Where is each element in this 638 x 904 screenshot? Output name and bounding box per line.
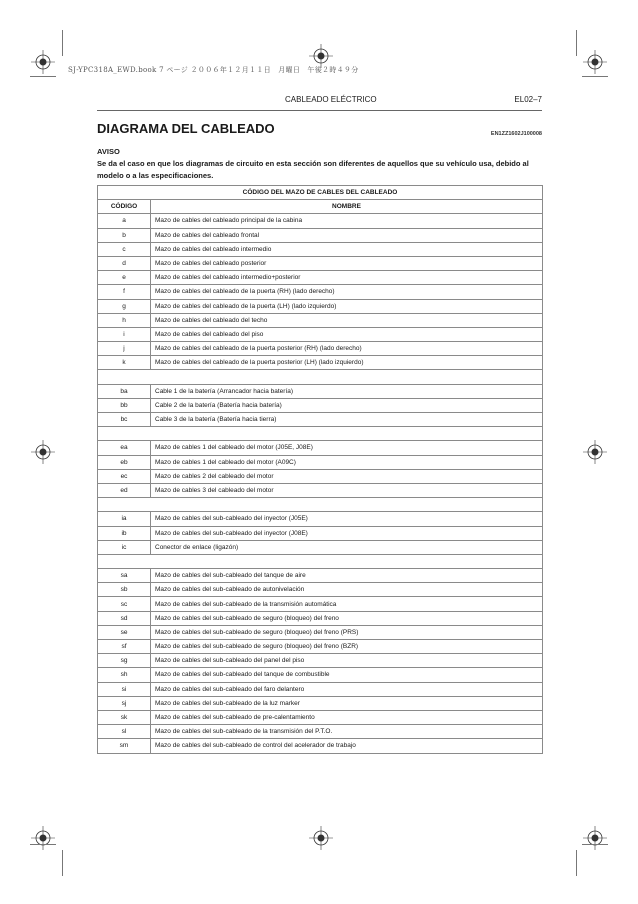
harness-name-cell: Mazo de cables del sub-cableado del faro delantero [151, 682, 543, 696]
table-row [98, 455, 543, 469]
trim-line [582, 844, 608, 845]
table-row [98, 327, 543, 341]
harness-name-cell: Mazo de cables del sub-cableado de la luz marker [151, 696, 543, 710]
table-title: CÓDIGO DEL MAZO DE CABLES DEL CABLEADO [98, 186, 543, 200]
registration-mark-icon [583, 440, 607, 464]
group-separator-cell [98, 370, 543, 384]
trim-line [576, 30, 577, 56]
harness-name-cell: Mazo de cables 2 del cableado del motor [151, 469, 543, 483]
table-row [98, 540, 543, 554]
registration-mark-icon [31, 440, 55, 464]
harness-code-cell: bb [98, 398, 151, 412]
harness-code-cell: ba [98, 384, 151, 398]
table-row [98, 285, 543, 299]
table-row [98, 342, 543, 356]
trim-line [576, 850, 577, 876]
harness-code-cell: ia [98, 512, 151, 526]
running-header [97, 95, 542, 107]
table-row [98, 356, 543, 370]
harness-name-cell: Mazo de cables del sub-cableado de seguro (bloqueo) del freno [151, 611, 543, 625]
harness-name-cell: Mazo de cables del cableado frontal [151, 228, 543, 242]
harness-code-cell: b [98, 228, 151, 242]
harness-name-cell: Cable 3 de la batería (Batería hacia tierra) [151, 413, 543, 427]
table-row [98, 299, 543, 313]
table-row [98, 384, 543, 398]
table-row [98, 725, 543, 739]
harness-code-cell: f [98, 285, 151, 299]
harness-code-cell: h [98, 313, 151, 327]
group-separator-cell [98, 554, 543, 568]
notice-text: Se da el caso en que los diagramas de circuito en esta sección son diferentes de aquellos que su vehículo usa, debido al modelo o a las especificaciones. [97, 159, 529, 180]
harness-code-cell: g [98, 299, 151, 313]
column-header-code: CÓDIGO [98, 200, 151, 214]
harness-code-cell: d [98, 256, 151, 270]
harness-code-cell: ea [98, 441, 151, 455]
harness-name-cell: Mazo de cables del sub-cableado del panel del piso [151, 654, 543, 668]
table-row [98, 739, 543, 753]
group-separator-cell [98, 427, 543, 441]
table-row [98, 214, 543, 228]
harness-name-cell: Mazo de cables del sub-cableado de la transmisión automática [151, 597, 543, 611]
trim-line [62, 30, 63, 56]
harness-code-table [97, 185, 543, 754]
harness-code-cell: sg [98, 654, 151, 668]
harness-name-cell: Mazo de cables del sub-cableado del tanque de combustible [151, 668, 543, 682]
table-row [98, 526, 543, 540]
table-body [98, 214, 543, 753]
harness-code-cell: ib [98, 526, 151, 540]
harness-code-cell: sk [98, 710, 151, 724]
trim-line [62, 850, 63, 876]
harness-code-cell: sm [98, 739, 151, 753]
group-separator-row [98, 370, 543, 384]
column-header-name: NOMBRE [151, 200, 543, 214]
table-row [98, 413, 543, 427]
harness-name-cell: Mazo de cables del cableado de la puerta (LH) (lado izquierdo) [151, 299, 543, 313]
header-divider [97, 110, 542, 111]
table-row [98, 640, 543, 654]
harness-name-cell: Mazo de cables del cableado de la puerta posterior (LH) (lado izquierdo) [151, 356, 543, 370]
group-separator-row [98, 427, 543, 441]
table-row [98, 271, 543, 285]
table-row [98, 696, 543, 710]
harness-code-cell: c [98, 242, 151, 256]
table-row [98, 569, 543, 583]
trim-line [30, 76, 56, 77]
table-row [98, 469, 543, 483]
table-row [98, 228, 543, 242]
registration-mark-icon [309, 826, 333, 850]
harness-name-cell: Mazo de cables del cableado del piso [151, 327, 543, 341]
harness-name-cell: Mazo de cables 1 del cableado del motor (J05E, J08E) [151, 441, 543, 455]
table-row [98, 654, 543, 668]
table-row [98, 682, 543, 696]
harness-name-cell: Mazo de cables 3 del cableado del motor [151, 483, 543, 497]
notice-block [97, 146, 547, 182]
table-row [98, 313, 543, 327]
harness-code-cell: e [98, 271, 151, 285]
harness-code-cell: ic [98, 540, 151, 554]
harness-name-cell: Mazo de cables del sub-cableado de la transmisión del P.T.O. [151, 725, 543, 739]
harness-name-cell: Mazo de cables del sub-cableado de pre-calentamiento [151, 710, 543, 724]
harness-name-cell: Mazo de cables del sub-cableado de autonivelación [151, 583, 543, 597]
table-row [98, 583, 543, 597]
harness-code-cell: sa [98, 569, 151, 583]
table-row [98, 256, 543, 270]
notice-title: AVISO [97, 147, 120, 156]
harness-name-cell: Mazo de cables del cableado intermedio [151, 242, 543, 256]
page-number: EL02–7 [514, 95, 542, 104]
registration-mark-icon [583, 826, 607, 850]
harness-name-cell: Mazo de cables 1 del cableado del motor (A09C) [151, 455, 543, 469]
harness-code-cell: eb [98, 455, 151, 469]
harness-code-cell: sf [98, 640, 151, 654]
harness-name-cell: Cable 2 de la batería (Batería hacia batería) [151, 398, 543, 412]
harness-code-cell: sd [98, 611, 151, 625]
group-separator-cell [98, 498, 543, 512]
harness-code-cell: a [98, 214, 151, 228]
harness-code-cell: sj [98, 696, 151, 710]
harness-name-cell: Mazo de cables del cableado principal de la cabina [151, 214, 543, 228]
harness-name-cell: Mazo de cables del sub-cableado del inyector (J05E) [151, 512, 543, 526]
registration-mark-icon [583, 50, 607, 74]
harness-name-cell: Mazo de cables del cableado de la puerta (RH) (lado derecho) [151, 285, 543, 299]
section-name: CABLEADO ELÉCTRICO [285, 95, 377, 104]
table-row [98, 398, 543, 412]
document-code: EN1ZZ1602J100008 [490, 131, 542, 137]
page-title: DIAGRAMA DEL CABLEADO [97, 121, 275, 136]
harness-code-cell: i [98, 327, 151, 341]
table-row [98, 625, 543, 639]
table-row [98, 597, 543, 611]
harness-code-cell: se [98, 625, 151, 639]
harness-code-cell: bc [98, 413, 151, 427]
harness-name-cell: Mazo de cables del sub-cableado del tanque de aire [151, 569, 543, 583]
table-row [98, 242, 543, 256]
harness-code-cell: si [98, 682, 151, 696]
harness-name-cell: Mazo de cables del sub-cableado de seguro (bloqueo) del freno (PRS) [151, 625, 543, 639]
group-separator-row [98, 554, 543, 568]
harness-code-cell: sh [98, 668, 151, 682]
harness-code-cell: j [98, 342, 151, 356]
harness-name-cell: Mazo de cables del sub-cableado de control del acelerador de trabajo [151, 739, 543, 753]
harness-name-cell: Mazo de cables del cableado posterior [151, 256, 543, 270]
harness-code-cell: sc [98, 597, 151, 611]
harness-name-cell: Cable 1 de la batería (Arrancador hacia batería) [151, 384, 543, 398]
harness-code-cell: k [98, 356, 151, 370]
harness-code-cell: sb [98, 583, 151, 597]
harness-code-cell: sl [98, 725, 151, 739]
table-row [98, 710, 543, 724]
trim-line [582, 76, 608, 77]
trim-line [30, 844, 56, 845]
harness-name-cell: Mazo de cables del cableado del techo [151, 313, 543, 327]
print-stamp: SJ-YPC318A_EWD.book 7 ページ ２００６年１２月１１日 月曜日 午後２時４９分 [68, 66, 359, 74]
group-separator-row [98, 498, 543, 512]
harness-code-cell: ec [98, 469, 151, 483]
table-row [98, 611, 543, 625]
harness-name-cell: Mazo de cables del sub-cableado del inyector (J08E) [151, 526, 543, 540]
table-row [98, 483, 543, 497]
registration-mark-icon [31, 826, 55, 850]
table-row [98, 668, 543, 682]
harness-name-cell: Mazo de cables del sub-cableado de seguro (bloqueo) del freno (BZR) [151, 640, 543, 654]
harness-name-cell: Mazo de cables del cableado de la puerta posterior (RH) (lado derecho) [151, 342, 543, 356]
harness-name-cell: Conector de enlace (ligazón) [151, 540, 543, 554]
registration-mark-icon [31, 50, 55, 74]
table-row [98, 512, 543, 526]
harness-name-cell: Mazo de cables del cableado intermedio+posterior [151, 271, 543, 285]
table-row [98, 441, 543, 455]
harness-code-cell: ed [98, 483, 151, 497]
